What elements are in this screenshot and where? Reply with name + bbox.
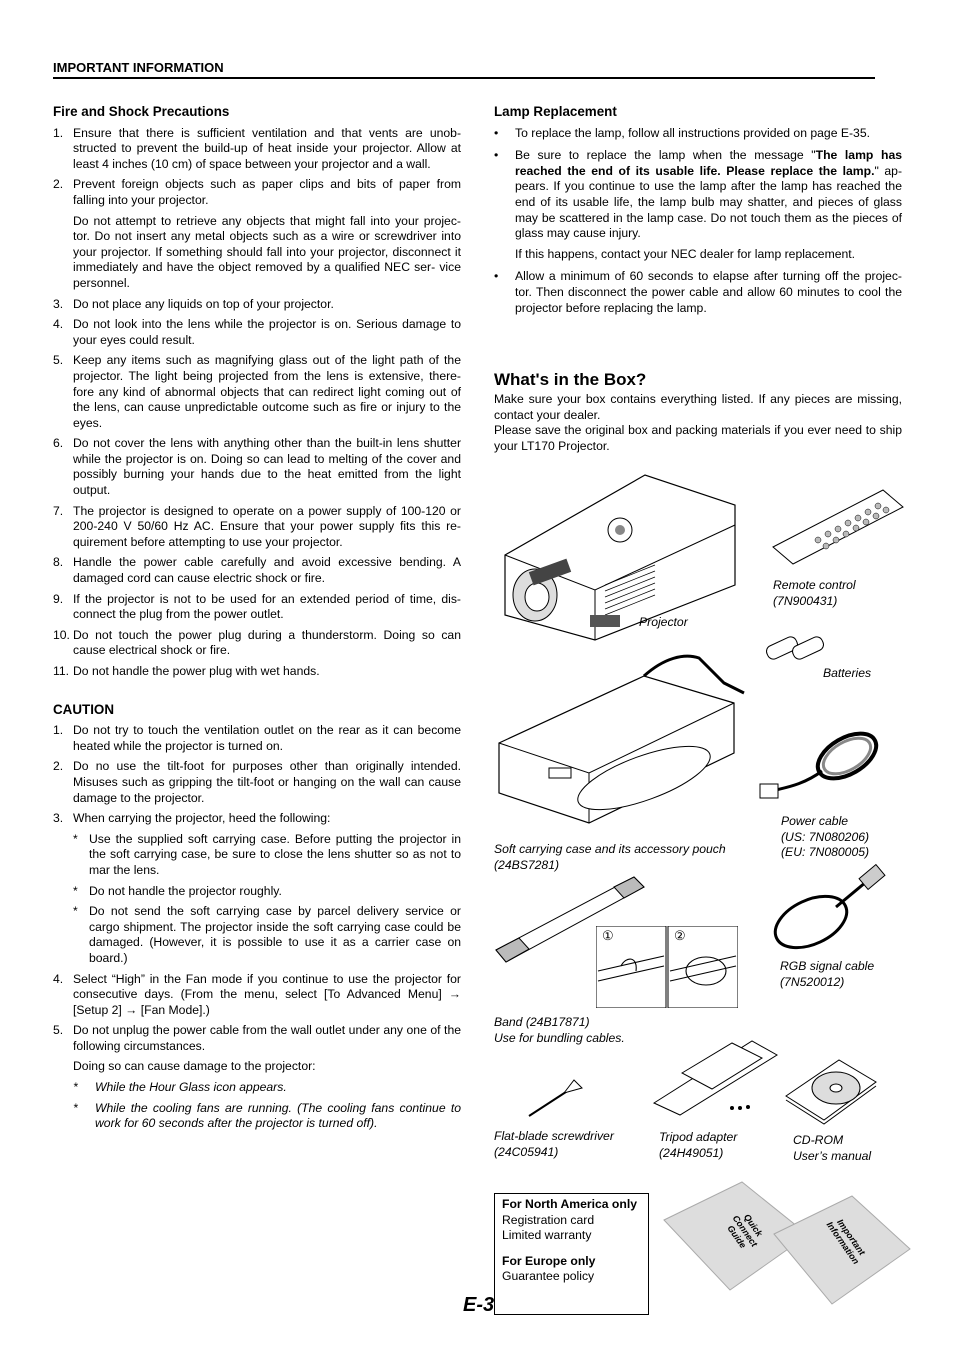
- item-text: Do not cover the lens with anything other than the built-in lens shutter while the projector is on. Doing so can lead to melting of the cover and possibly burning your hands due to the heat emitted from the light output.: [73, 436, 461, 498]
- caption-line: Power cable: [781, 814, 849, 828]
- section-header: IMPORTANT INFORMATION: [53, 60, 224, 75]
- item-number: 5.: [53, 1023, 64, 1038]
- item-text: If the projector is not to be used for an extended period of time, dis- connect the plug from the power outlet.: [73, 591, 461, 622]
- list-item: [53, 759, 461, 806]
- item-text: Do not place any liquids on top of your projector.: [73, 296, 334, 311]
- tripod-caption: [659, 1130, 737, 1161]
- batteries-caption: Batteries: [823, 666, 872, 680]
- item-text: Allow a minimum of 60 seconds to elapse after turning off the projec- tor. Then disconnect the power cable and allow 60 minutes to cool the projector before replacing the lamp.: [515, 269, 902, 315]
- batteries-illustration: [762, 627, 832, 672]
- item-number: 11.: [53, 664, 70, 678]
- na-line: Registration card: [502, 1212, 595, 1227]
- regional-documents-box: [494, 1193, 649, 1315]
- header-rule: [53, 77, 875, 79]
- item-number: 1.: [53, 723, 64, 738]
- rgb-cable-illustration: [766, 862, 896, 954]
- projector-caption: Projector: [639, 615, 688, 629]
- fire-list: [53, 126, 461, 680]
- caption-line: (US: 7N080206): [781, 829, 870, 844]
- item-extra: Do not attempt to retrieve any objects that might fall into your projec- tor. Do not insert any metal objects such as a wire or screwdriver into your projector. If something should fall into your projector, disconnect it immediately and have the object removed by a qualified NEC ser- vice personnel.: [73, 213, 461, 290]
- caption-line: RGB signal cable: [780, 959, 875, 973]
- caption-line: Soft carrying case and its accessory pouch: [494, 842, 726, 856]
- lamp-title: Lamp Replacement: [494, 104, 617, 119]
- bullet: •: [494, 269, 499, 284]
- list-item: [494, 269, 902, 316]
- remote-illustration: [768, 482, 908, 567]
- item-number: 4.: [53, 971, 64, 986]
- item-text: The projector is designed to operate on a power supply of 100-120 or 200-240 V 50/60 Hz AC. Ensure that your power supply fits this re- quirement before attempting to use your projector.: [73, 503, 461, 549]
- caption-line: Flat-blade screwdriver: [494, 1129, 614, 1143]
- sub-item: [73, 832, 461, 879]
- caption-line: (7N900431): [773, 593, 838, 608]
- list-item: [53, 177, 461, 291]
- quick-guide-label: Quick Connect Guide: [725, 1212, 765, 1251]
- caution-title: CAUTION: [53, 701, 114, 717]
- na-title: For North America only: [502, 1197, 637, 1211]
- sub-mark: *: [73, 831, 78, 846]
- sub-mark: *: [73, 904, 78, 919]
- sub-item: [73, 904, 461, 966]
- caption-line: (7N520012): [780, 974, 845, 989]
- eu-title: For Europe only: [502, 1253, 596, 1268]
- list-item: [53, 1023, 461, 1132]
- item-text-pre: Be sure to replace the lamp when the message ": [515, 148, 816, 163]
- sub-mark: *: [73, 1100, 78, 1115]
- item-number: 2.: [53, 177, 64, 192]
- item-text: Do no use the tilt-foot for purposes other than originally intended. Misuses such as gripping the tilt-foot or hanging on the wall can cause damage to the projector.: [73, 759, 461, 805]
- important-info-sheet: [772, 1194, 912, 1306]
- item-text: To replace the lamp, follow all instructions provided on page E-35.: [515, 125, 870, 140]
- band-caption: [494, 1015, 625, 1046]
- cdrom-caption: [793, 1133, 871, 1164]
- screwdriver-illustration: [524, 1078, 586, 1120]
- sub-text: While the Hour Glass icon appears.: [95, 1080, 287, 1095]
- item-text: Do not handle the power plug with wet hands.: [73, 664, 320, 678]
- list-item: [53, 126, 461, 173]
- band-step-2: ②: [674, 928, 686, 943]
- lamp-list: [494, 126, 902, 317]
- item-extra: Doing so can cause damage to the projector:: [73, 1059, 316, 1074]
- sub-mark: *: [73, 1080, 78, 1095]
- list-item: [53, 297, 461, 313]
- item-text: Select “High” in the Fan mode if you continue to use the projector for consecutive days. (From the menu, select [To Advanced Menu] → [Setup 2] → [Fan Mode].): [73, 971, 461, 1017]
- item-text: Do not look into the lens while the projector is on. Serious damage to your eyes could result.: [73, 317, 461, 347]
- caption-line: Use for bundling cables.: [494, 1030, 625, 1045]
- bullet: •: [494, 125, 499, 140]
- box-title: What's in the Box?: [494, 370, 647, 389]
- important-info-label: Important Information: [824, 1217, 868, 1267]
- item-number: 7.: [53, 503, 64, 518]
- item-text: Ensure that there is sufficient ventilation and that vents are unob- structed to prevent the build-up of heat inside your projector. Allow at least 4 inches (10 cm) of space between your projector and a wall.: [73, 125, 461, 171]
- item-text: Do not try to touch the ventilation outlet on the rear as it can become heated while the projector is turned on.: [73, 723, 461, 753]
- item-number: 1.: [53, 125, 64, 140]
- sub-text: Do not send the soft carrying case by parcel delivery service or cargo shipment. The projector inside the soft carrying case could be damaged. (However, it is possible to use it as a carrier case on board.): [89, 904, 461, 965]
- sub-item: [73, 1080, 461, 1096]
- band-step-1: ①: [602, 928, 614, 943]
- list-item: [53, 628, 461, 659]
- caption-line: (24C05941): [494, 1144, 559, 1159]
- list-item: [53, 592, 461, 623]
- bullet: •: [494, 148, 499, 163]
- carrying-case-illustration: [494, 648, 754, 833]
- item-number: 10.: [53, 627, 70, 642]
- case-caption: [494, 842, 726, 873]
- sub-text: While the cooling fans are running. (The cooling fans continue to work for 60 seconds after the projector is turned off).: [95, 1100, 461, 1131]
- band-steps-illustration: [596, 926, 738, 1008]
- list-item: [494, 126, 902, 142]
- caption-line: (EU: 7N080005): [781, 845, 870, 860]
- list-item: [53, 723, 461, 754]
- power-cable-illustration: [752, 716, 887, 806]
- item-number: 3.: [53, 811, 64, 826]
- list-item: [53, 436, 461, 498]
- sub-mark: *: [73, 883, 78, 898]
- band-steps: [596, 926, 738, 1008]
- item-text: Do not touch the power plug during a thunderstorm. Doing so can cause electrical shock or fire.: [73, 627, 461, 658]
- caution-list: [53, 723, 461, 1132]
- item-extra: If this happens, contact your NEC dealer for lamp replacement.: [515, 246, 856, 261]
- list-item: [53, 664, 461, 680]
- item-text: Handle the power cable carefully and avoid excessive bending. A damaged cord can cause electric shock or fire.: [73, 555, 461, 586]
- item-number: 2.: [53, 759, 64, 774]
- item-text: Keep any items such as magnifying glass out of the light path of the projector. The light being projected from the lens is extensive, there- fore any kind of abnormal objects that can redirect light coming out of the lens, can cause unpredictable outcome such as fire or injury to the eyes.: [73, 353, 461, 430]
- list-item: [53, 504, 461, 551]
- fire-title: Fire and Shock Precautions: [53, 104, 230, 119]
- screwdriver-caption: [494, 1129, 614, 1160]
- sub-item: [73, 884, 461, 900]
- list-item: [53, 353, 461, 431]
- list-item: [494, 148, 902, 262]
- item-number: 8.: [53, 555, 64, 570]
- box-intro: [494, 392, 902, 454]
- item-text: Do not unplug the power cable from the wall outlet under any one of the following circumstances.: [73, 1023, 461, 1053]
- caption-line: (24BS7281): [494, 857, 560, 872]
- projector-illustration: [495, 465, 745, 645]
- power-caption: [781, 814, 869, 861]
- item-number: 3.: [53, 296, 64, 311]
- rgb-caption: [780, 959, 874, 990]
- item-number: 4.: [53, 317, 64, 332]
- item-text-post: " ap- pears. If you continue to use the lamp after the lamp has reached the end of its usable life, the lamp bulb may shatter, and pieces of glass may be scattered in the lamp case. Do not touch them as the pieces of glass may cause injury.: [515, 163, 903, 241]
- box-intro-line: Please save the original box and packing materials if you ever need to ship your LT170 Projector.: [494, 423, 902, 453]
- page-number: E-3: [463, 1294, 495, 1316]
- lamp-message: The lamp has reached the end of its usable life. Please replace the lamp.: [515, 148, 902, 178]
- item-text: When carrying the projector, heed the following:: [73, 811, 331, 826]
- left-column: [53, 104, 461, 1137]
- sub-item: [73, 1101, 461, 1132]
- list-item: [53, 555, 461, 586]
- caption-line: Band (24B17871): [494, 1015, 590, 1029]
- item-number: 6.: [53, 436, 64, 451]
- caption-line: CD-ROM: [793, 1133, 844, 1147]
- caption-line: Tripod adapter: [659, 1130, 738, 1144]
- remote-caption: [773, 578, 856, 609]
- tripod-adapter-illustration: [652, 1033, 782, 1118]
- caption-line: (24H49051): [659, 1145, 724, 1160]
- cdrom-illustration: [784, 1056, 879, 1126]
- na-line: Limited warranty: [502, 1228, 592, 1243]
- list-item: [53, 317, 461, 348]
- sub-text: Do not handle the projector roughly.: [89, 883, 282, 898]
- box-intro-line: Make sure your box contains everything listed. If any pieces are missing, contact your dealer.: [494, 392, 902, 422]
- list-item: [53, 972, 461, 1019]
- item-text: Prevent foreign objects such as paper clips and bits of paper from falling into your projector.: [73, 177, 461, 207]
- eu-line: Guarantee policy: [502, 1269, 595, 1284]
- sub-text: Use the supplied soft carrying case. Before putting the projector in the soft carrying case, be sure to close the lens shutter so as not to mar the lens.: [89, 831, 461, 877]
- caption-line: Remote control: [773, 578, 856, 592]
- list-item: [53, 811, 461, 966]
- item-number: 9.: [53, 591, 64, 606]
- right-column: [494, 104, 902, 323]
- item-number: 5.: [53, 353, 64, 368]
- caption-line: User’s manual: [793, 1148, 872, 1163]
